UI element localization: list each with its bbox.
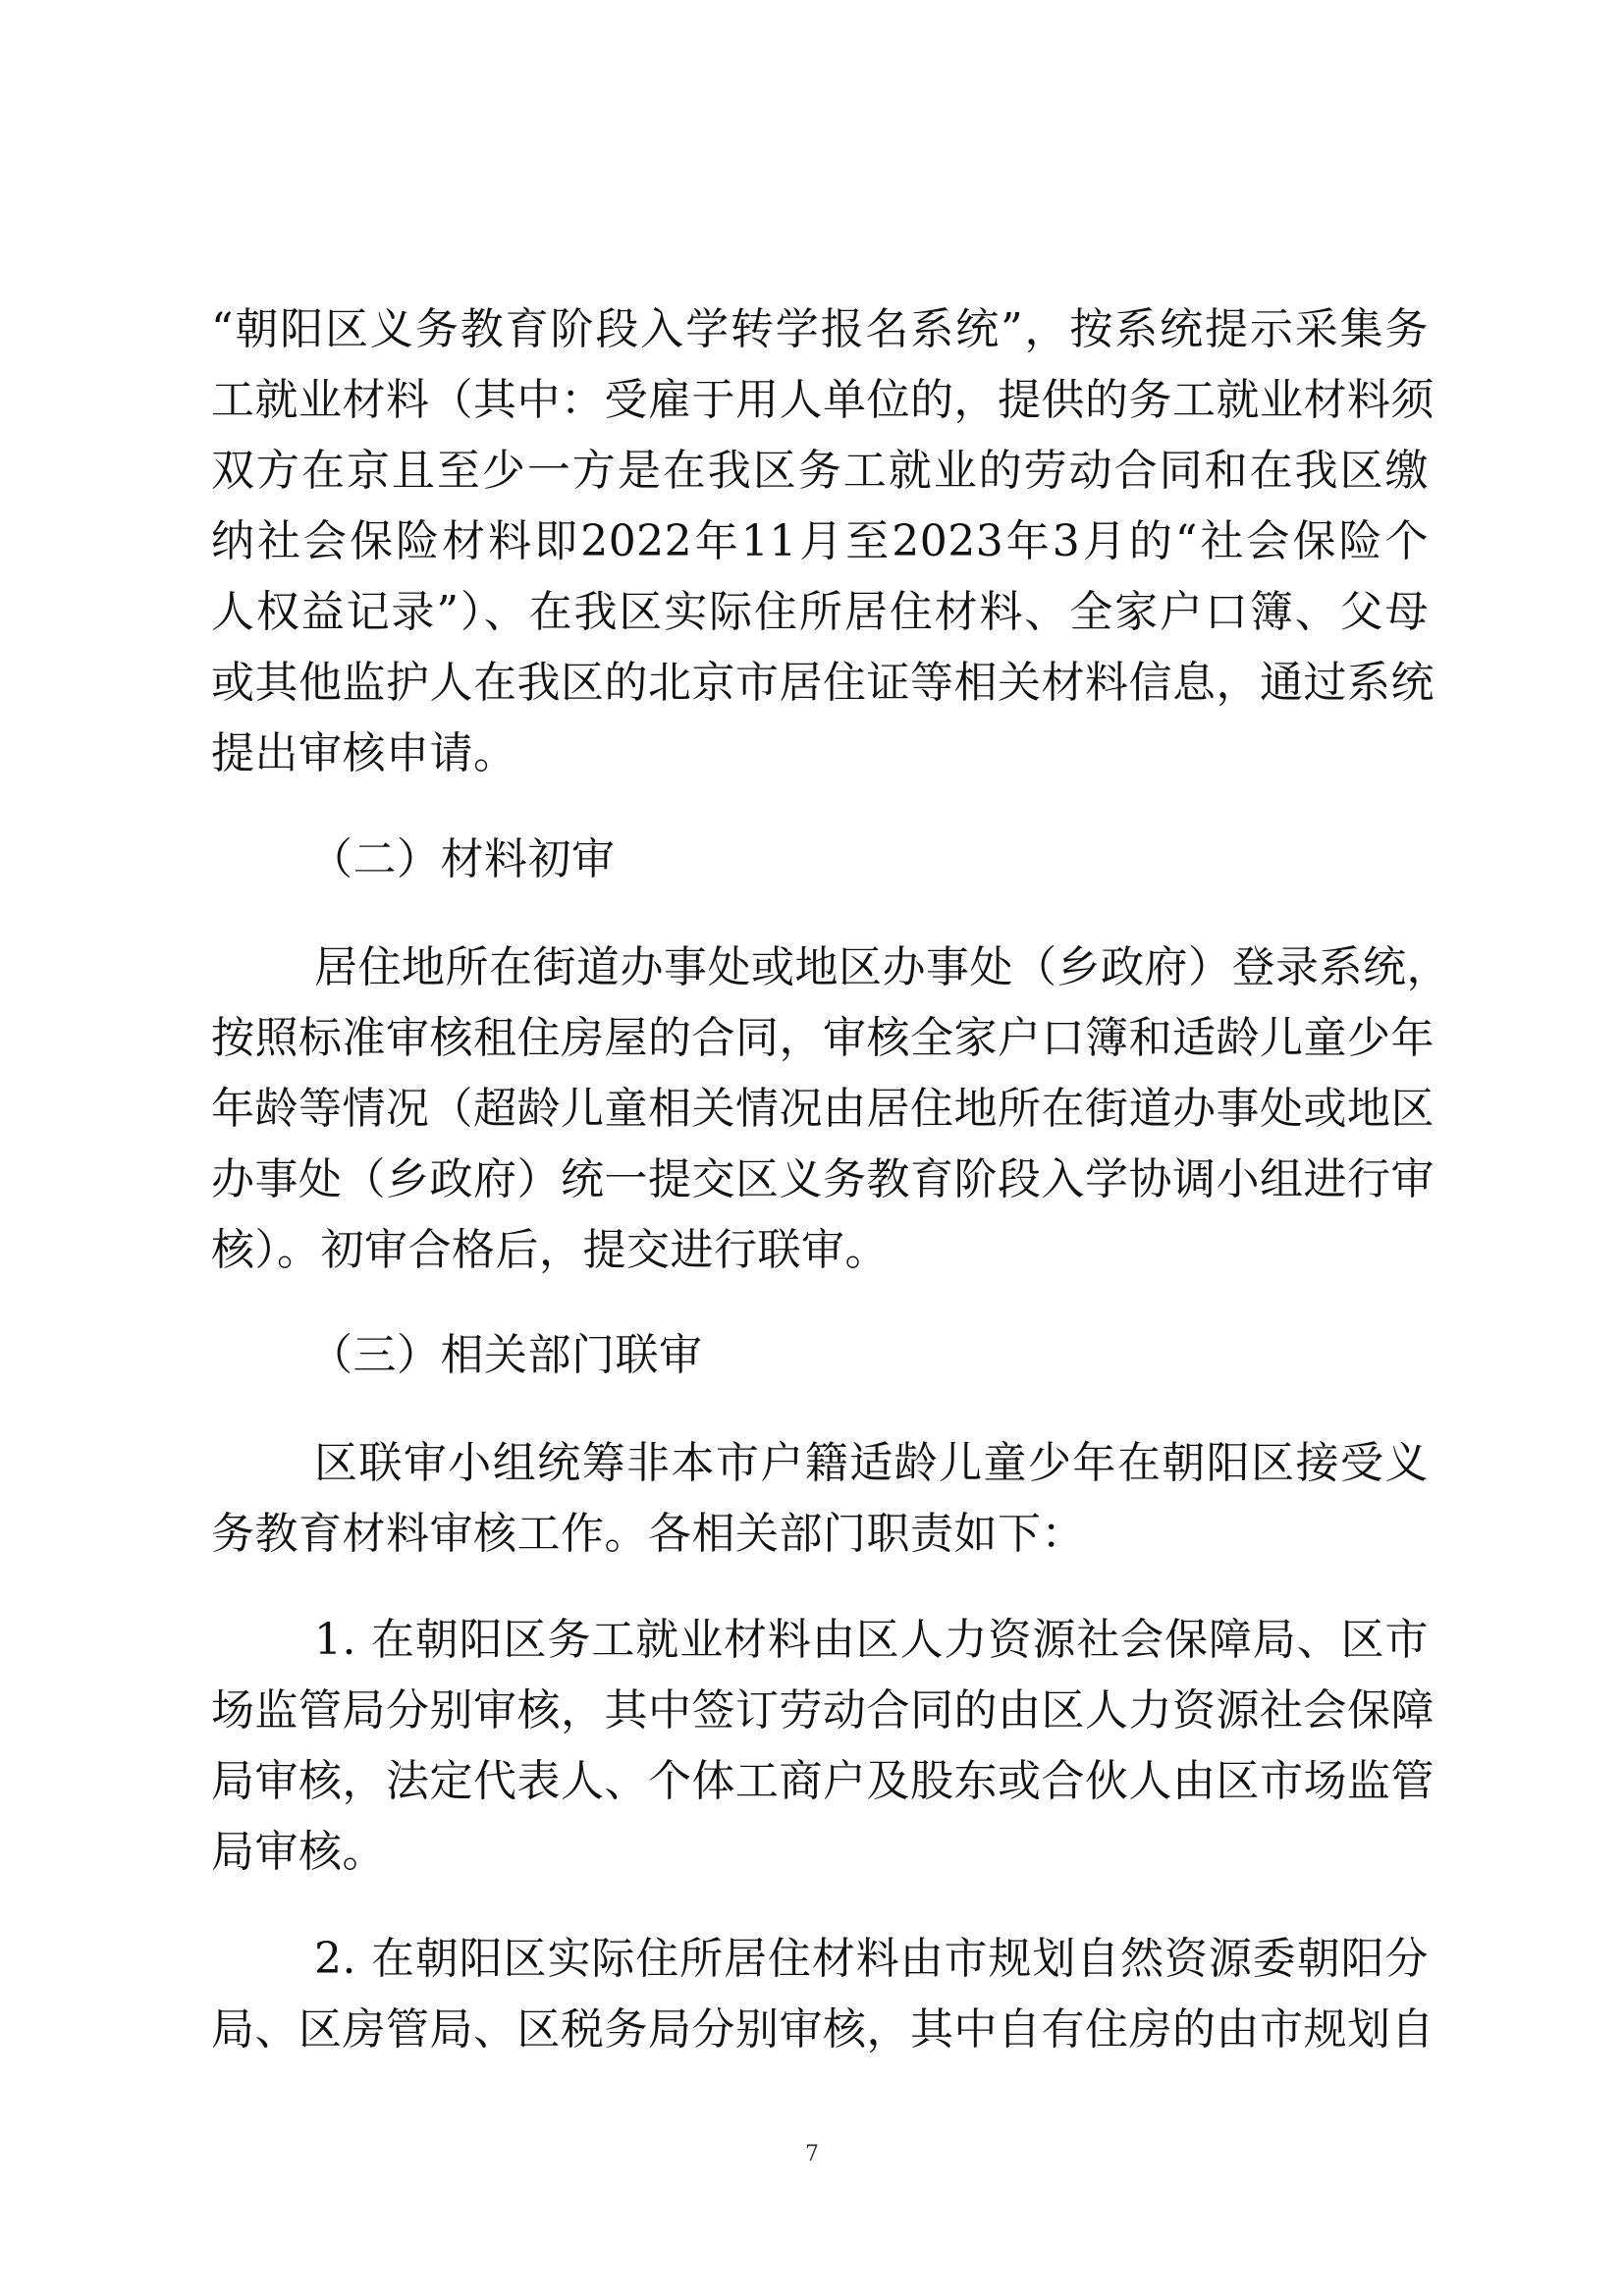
section-heading: （二）材料初审 [309,834,616,884]
paragraph-line: 核）。初审合格后，提交进行联审。 [211,1225,889,1275]
page-number: 7 [805,2142,819,2166]
paragraph-line: 办事处（乡政府）统一提交区义务教育阶段入学协调小组进行审 [211,1154,1435,1204]
paragraph-line: 工就业材料（其中：受雇于用人单位的，提供的务工就业材料须 [211,375,1435,425]
paragraph-line: 年龄等情况（超龄儿童相关情况由居住地所在街道办事处或地区 [211,1084,1435,1134]
paragraph-line: 人权益记录”）、在我区实际住所居住材料、全家户口簿、父母 [211,587,1429,637]
paragraph-line: 或其他监护人在我区的北京市居住证等相关材料信息，通过系统 [211,658,1435,708]
list-item-line: 局、区房管局、区税务局分别审核，其中自有住房的由市规划自 [211,2004,1435,2055]
paragraph-line: “朝阳区义务教育阶段入学转学报名系统”，按系统提示采集务 [211,304,1429,354]
paragraph-line: 提出审核申请。 [211,728,517,778]
paragraph-line: 区联审小组统筹非本市户籍适龄儿童少年在朝阳区接受义 [314,1438,1429,1488]
list-item-line: 场监管局分别审核，其中签订劳动合同的由区人力资源社会保障 [211,1685,1435,1735]
list-item-line: 局审核。 [211,1827,386,1877]
paragraph-line: 双方在京且至少一方是在我区务工就业的劳动合同和在我区缴 [211,446,1429,496]
section-heading: （三）相关部门联审 [309,1330,703,1380]
paragraph-line: 按照标准审核租住房屋的合同，审核全家户口簿和适龄儿童少年 [211,1013,1435,1063]
list-item-line: 1. 在朝阳区务工就业材料由区人力资源社会保障局、区市 [314,1615,1429,1665]
paragraph-line: 纳社会保险材料即2022年11月至2023年3月的“社会保险个 [211,516,1429,566]
list-item-line: 2. 在朝阳区实际住所居住材料由市规划自然资源委朝阳分 [314,1934,1429,1984]
paragraph-line: 务教育材料审核工作。各相关部门职责如下： [211,1509,1085,1559]
paragraph-line: 居住地所在街道办事处或地区办事处（乡政府）登录系统， [314,942,1450,992]
list-item-line: 局审核，法定代表人、个体工商户及股东或合伙人由区市场监管 [211,1756,1435,1806]
